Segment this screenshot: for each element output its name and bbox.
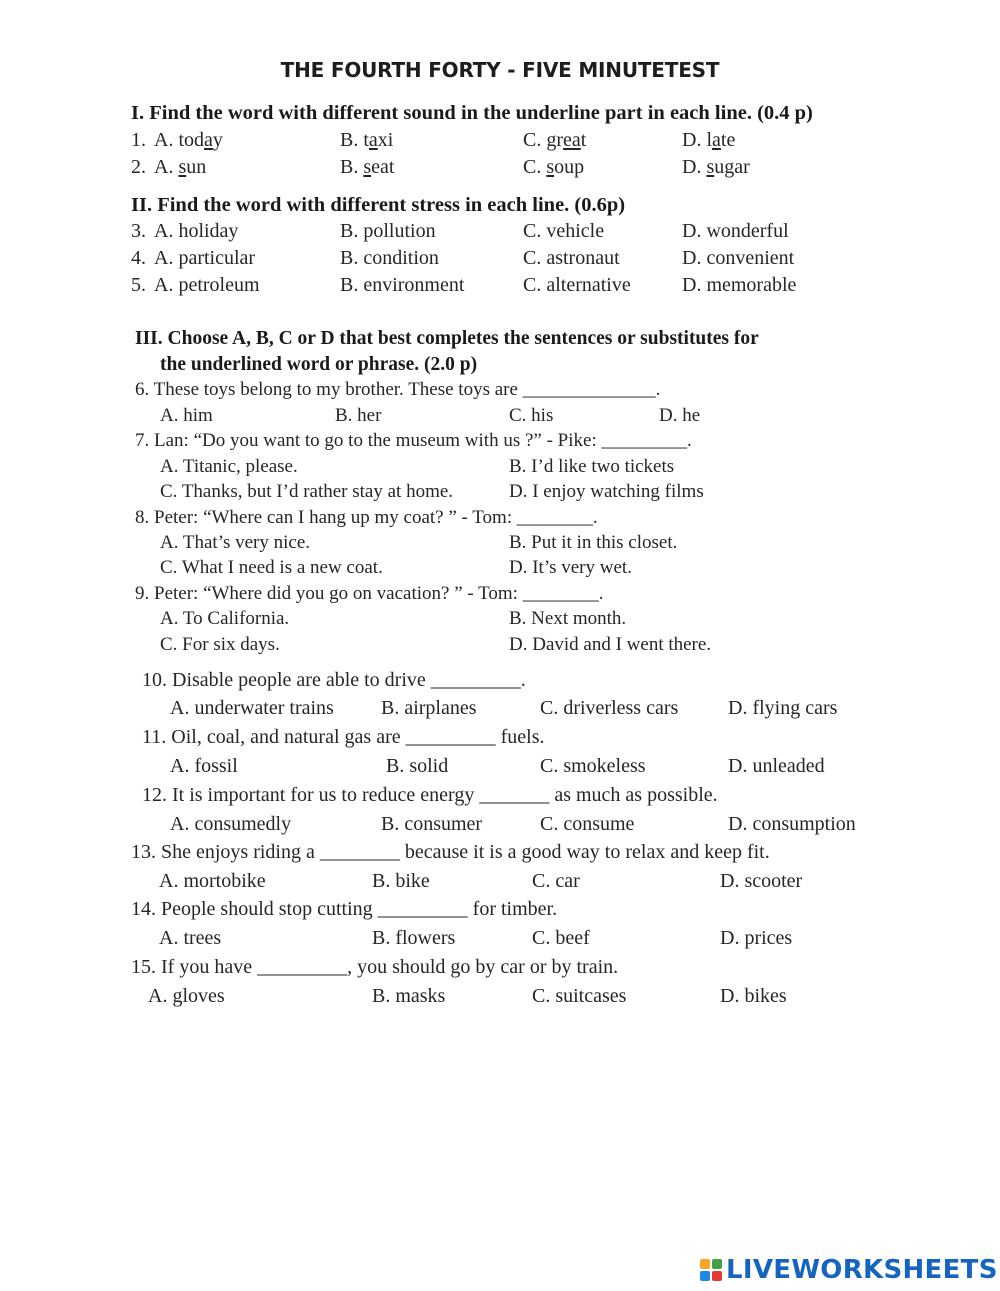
q6-option-a: A. him <box>160 405 213 426</box>
q1-option-b: B. taxi <box>340 129 394 151</box>
q11-option-d: D. unleaded <box>728 755 825 777</box>
q3-option-b: B. pollution <box>340 220 436 242</box>
q6-option-d: D. he <box>659 405 701 426</box>
q15-option-a: A. gloves <box>148 985 225 1007</box>
q11-option-b: B. solid <box>386 755 449 777</box>
logo-mark-square <box>700 1259 710 1269</box>
section-3-heading-line-2: the underlined word or phrase. (2.0 p) <box>160 354 478 375</box>
question-12-stem: 12. It is important for us to reduce energy _______ as much as possible. <box>142 784 718 806</box>
question-11-stem: 11. Oil, coal, and natural gas are _________ fuels. <box>142 726 545 748</box>
q3-option-a: A. holiday <box>154 220 239 242</box>
q4-option-a: A. particular <box>154 247 256 269</box>
q5-option-b: B. environment <box>340 274 465 296</box>
q14-option-b: B. flowers <box>372 927 456 949</box>
question-10-stem: 10. Disable people are able to drive _________. <box>142 669 526 691</box>
q2-option-b: B. seat <box>340 156 395 178</box>
q8-option-c: C. What I need is a new coat. <box>160 557 383 578</box>
question-15-stem: 15. If you have _________, you should go by car or by train. <box>131 956 619 978</box>
question-4-number: 4. <box>131 247 146 269</box>
q15-option-b: B. masks <box>372 985 446 1007</box>
liveworksheets-brand-text: LIVEWORKSHEETS <box>726 1255 998 1285</box>
question-14-stem: 14. People should stop cutting _________ for timber. <box>131 898 558 920</box>
q6-option-c: C. his <box>509 405 554 426</box>
q9-option-a: A. To California. <box>160 608 290 629</box>
q15-option-c: C. suitcases <box>532 985 627 1007</box>
q10-option-c: C. driverless cars <box>540 697 679 719</box>
q13-option-d: D. scooter <box>720 870 803 892</box>
q9-option-d: D. David and I went there. <box>509 634 712 655</box>
liveworksheets-logo[interactable] <box>700 1255 998 1285</box>
question-5-number: 5. <box>131 274 146 296</box>
logo-mark-square <box>712 1271 722 1281</box>
section-3-heading-line-1: III. Choose A, B, C or D that best completes the sentences or substitutes for <box>135 328 759 349</box>
question-13-stem: 13. She enjoys riding a ________ because it is a good way to relax and keep fit. <box>131 841 770 863</box>
q13-option-a: A. mortobike <box>159 870 266 892</box>
q15-option-d: D. bikes <box>720 985 787 1007</box>
q1-option-c: C. great <box>523 129 587 151</box>
q4-option-c: C. astronaut <box>523 247 620 269</box>
q5-option-d: D. memorable <box>682 274 797 296</box>
q14-option-a: A. trees <box>159 927 222 949</box>
question-2-number: 2. <box>131 156 146 178</box>
q9-option-c: C. For six days. <box>160 634 280 655</box>
q4-option-d: D. convenient <box>682 247 795 269</box>
question-6-stem: 6. These toys belong to my brother. These toys are ______________. <box>135 379 661 400</box>
q2-option-c: C. soup <box>523 156 585 178</box>
q5-option-a: A. petroleum <box>154 274 260 296</box>
q13-option-b: B. bike <box>372 870 430 892</box>
logo-mark-square <box>700 1271 710 1281</box>
question-3-number: 3. <box>131 220 146 242</box>
q1-option-d: D. late <box>682 129 736 151</box>
q7-option-c: C. Thanks, but I’d rather stay at home. <box>160 481 454 502</box>
q14-option-d: D. prices <box>720 927 793 949</box>
q14-option-c: C. beef <box>532 927 590 949</box>
q12-option-a: A. consumedly <box>170 813 292 835</box>
q12-option-d: D. consumption <box>728 813 856 835</box>
q11-option-a: A. fossil <box>170 755 238 777</box>
question-1-number: 1. <box>131 129 146 151</box>
q3-option-c: C. vehicle <box>523 220 605 242</box>
q5-option-c: C. alternative <box>523 274 631 296</box>
q8-option-d: D. It’s very wet. <box>509 557 632 578</box>
q7-option-a: A. Titanic, please. <box>160 456 298 477</box>
q12-option-b: B. consumer <box>381 813 483 835</box>
section-2-heading: II. Find the word with different stress in each line. (0.6p) <box>131 194 626 216</box>
q7-option-d: D. I enjoy watching films <box>509 481 704 502</box>
q12-option-c: C. consume <box>540 813 635 835</box>
question-7-stem: 7. Lan: “Do you want to go to the museum with us ?” - Pike: _________. <box>135 430 692 451</box>
q2-option-a: A. sun <box>154 156 207 178</box>
q13-option-c: C. car <box>532 870 580 892</box>
question-8-stem: 8. Peter: “Where can I hang up my coat? ” - Tom: ________. <box>135 507 598 528</box>
q4-option-b: B. condition <box>340 247 439 269</box>
q10-option-d: D. flying cars <box>728 697 838 719</box>
q10-option-b: B. airplanes <box>381 697 477 719</box>
question-9-stem: 9. Peter: “Where did you go on vacation? ” - Tom: ________. <box>135 583 604 604</box>
q11-option-c: C. smokeless <box>540 755 646 777</box>
q7-option-b: B. I’d like two tickets <box>509 456 675 477</box>
q8-option-b: B. Put it in this closet. <box>509 532 678 553</box>
q6-option-b: B. her <box>335 405 382 426</box>
logo-mark-square <box>712 1259 722 1269</box>
q2-option-d: D. sugar <box>682 156 750 178</box>
q10-option-a: A. underwater trains <box>170 697 334 719</box>
q3-option-d: D. wonderful <box>682 220 789 242</box>
q1-option-a: A. today <box>154 129 223 151</box>
section-1-heading: I. Find the word with different sound in the underline part in each line. (0.4 p) <box>131 102 813 124</box>
liveworksheets-mark-icon <box>700 1259 722 1281</box>
page-title: THE FOURTH FORTY - FIVE MINUTETEST <box>280 58 720 82</box>
q8-option-a: A. That’s very nice. <box>160 532 311 553</box>
q9-option-b: B. Next month. <box>509 608 627 629</box>
